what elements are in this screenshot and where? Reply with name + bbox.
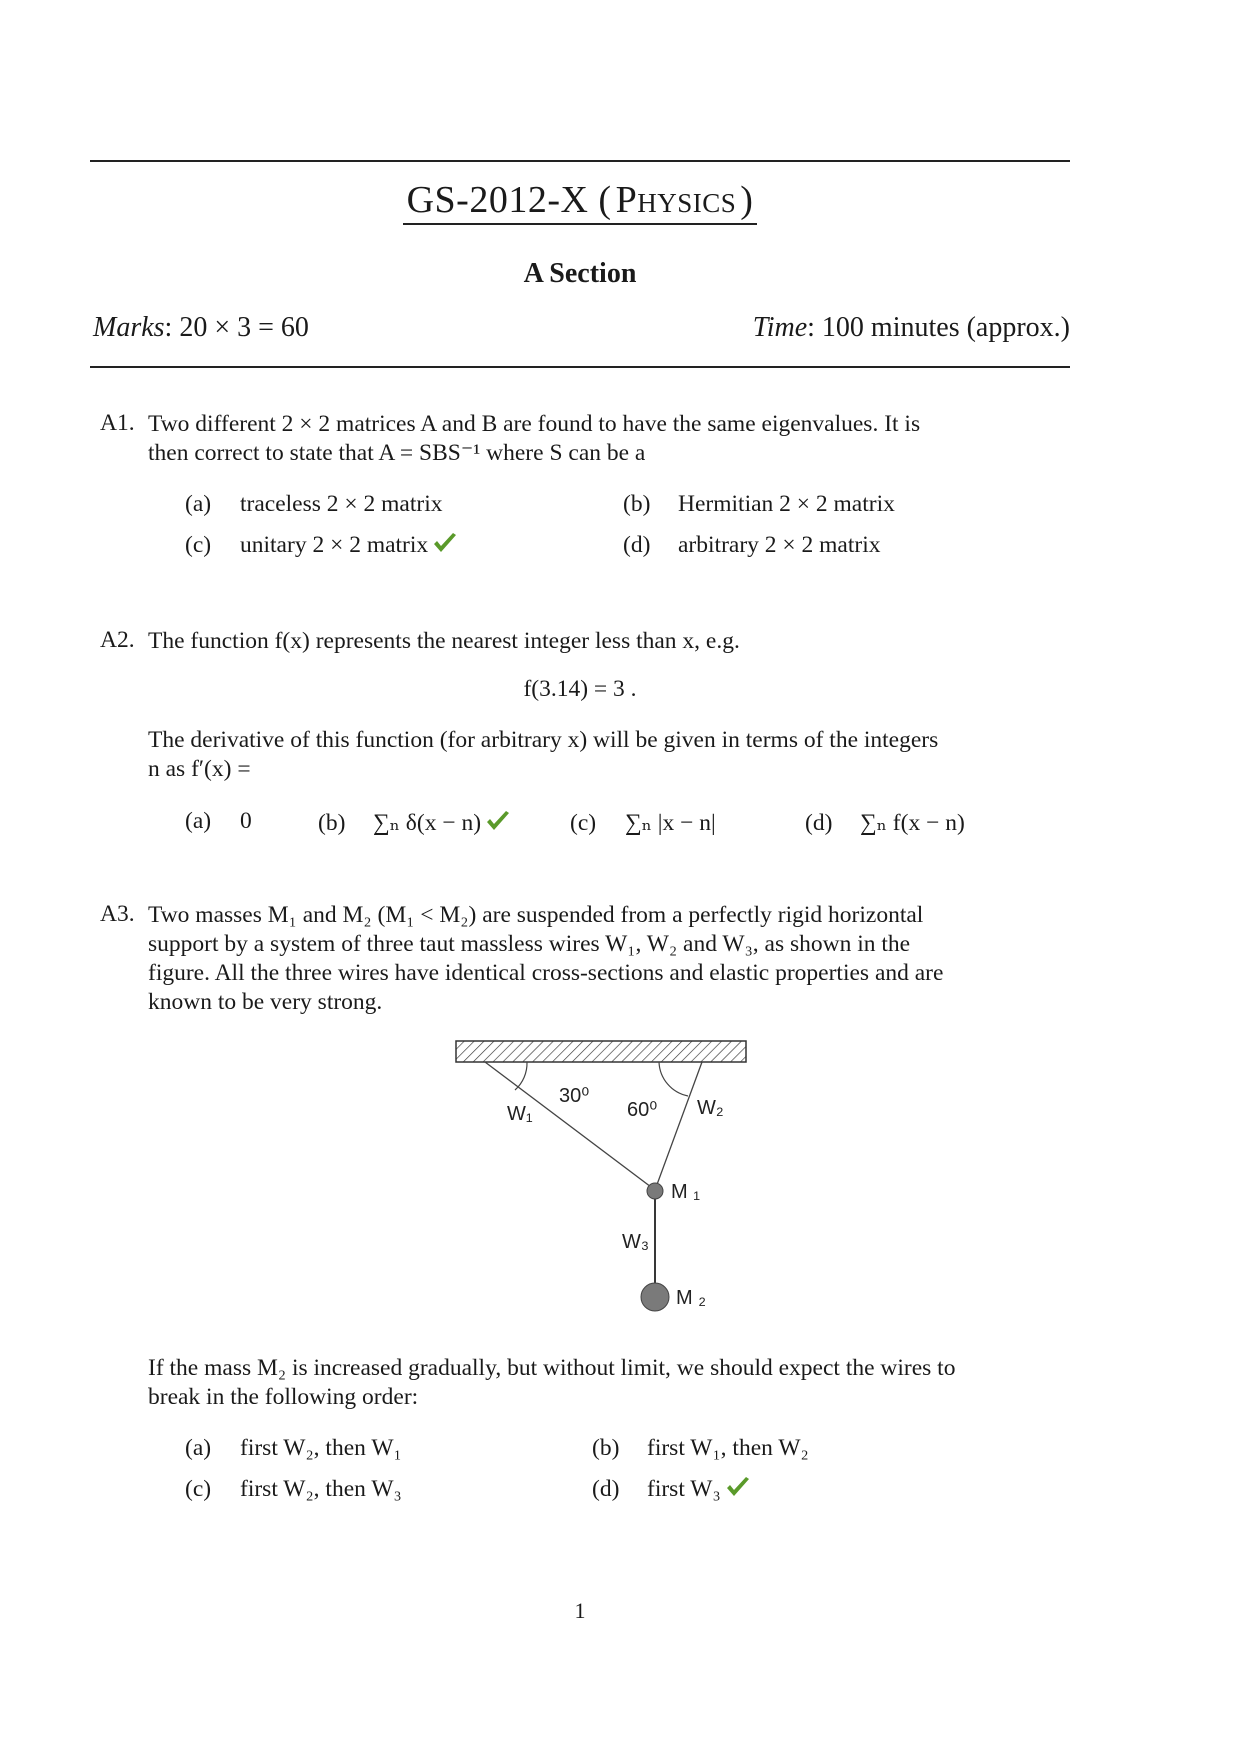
w2-label: W₂ xyxy=(697,1097,724,1119)
question-text: The derivative of this function (for arbitrary x) will be given in terms of the integers n as f′(x) = xyxy=(148,727,939,782)
wire-w2 xyxy=(655,1062,702,1190)
question-number: A2. xyxy=(100,627,135,653)
option-d: (d) first W₃ xyxy=(592,1476,751,1503)
option-c: (c) ∑ₙ |x − n| xyxy=(570,810,716,836)
option-c: (c) unitary 2 × 2 matrix xyxy=(185,532,458,559)
check-mark-icon xyxy=(725,1476,751,1498)
question-text: The function f(x) represents the nearest integer less than x, e.g. xyxy=(148,628,740,654)
question-text: Two masses M₁ and M₂ (M₁ < M₂) are suspended from a perfectly rigid horizontal support by a system of three taut massless wires W₁, W₂ and W₃, as shown in the figure. All the three wires have identical cross-sections and elastic properties and are known to be very strong. xyxy=(148,902,944,1015)
pulley-diagram xyxy=(455,1040,765,1330)
angle-arc-2 xyxy=(659,1062,688,1096)
check-mark-icon xyxy=(485,810,511,832)
w3-label: W₃ xyxy=(622,1231,650,1253)
option-a: (a) first W₂, then W₁ xyxy=(185,1435,402,1461)
section-heading: A Section xyxy=(523,258,637,289)
angle2-label: 60⁰ xyxy=(627,1099,658,1121)
marks-info: Marks: 20 × 3 = 60 xyxy=(93,312,309,343)
equation: f(3.14) = 3 . xyxy=(523,676,637,702)
option-b: (b) ∑ₙ δ(x − n) xyxy=(318,808,511,837)
option-a: (a) traceless 2 × 2 matrix xyxy=(185,491,443,517)
angle1-label: 30⁰ xyxy=(559,1085,590,1107)
option-d: (d) arbitrary 2 × 2 matrix xyxy=(623,532,881,558)
page-title: GS-2012-X ( Physics ) xyxy=(0,178,1160,222)
check-mark-icon xyxy=(432,532,458,554)
option-c: (c) first W₂, then W₃ xyxy=(185,1476,402,1502)
header-bottom-rule xyxy=(90,366,1070,368)
ceiling-support xyxy=(456,1041,746,1062)
w1-label: W₁ xyxy=(507,1103,533,1125)
option-b: (b) Hermitian 2 × 2 matrix xyxy=(623,491,895,517)
option-b: (b) first W₁, then W₂ xyxy=(592,1435,809,1461)
page-number: 1 xyxy=(574,1598,586,1623)
m1-label: M ₁ xyxy=(671,1181,700,1203)
question-number: A1. xyxy=(100,410,135,436)
mass-m2 xyxy=(641,1283,669,1311)
question-text: Two different 2 × 2 matrices A and B are found to have the same eigenvalues. It is then correct to state that A = SBS⁻¹ where S can be a xyxy=(148,411,921,466)
option-a: (a) 0 xyxy=(185,808,252,834)
m2-label: M ₂ xyxy=(676,1287,706,1309)
question-number: A3. xyxy=(100,901,135,927)
mass-m1 xyxy=(647,1183,663,1199)
wire-w1 xyxy=(485,1062,658,1190)
question-text: If the mass M₂ is increased gradually, but without limit, we should expect the wires to break in the following order: xyxy=(148,1355,956,1410)
option-d: (d) ∑ₙ f(x − n) xyxy=(805,810,965,836)
time-info: Time: 100 minutes (approx.) xyxy=(752,312,1070,343)
top-rule xyxy=(90,160,1070,162)
